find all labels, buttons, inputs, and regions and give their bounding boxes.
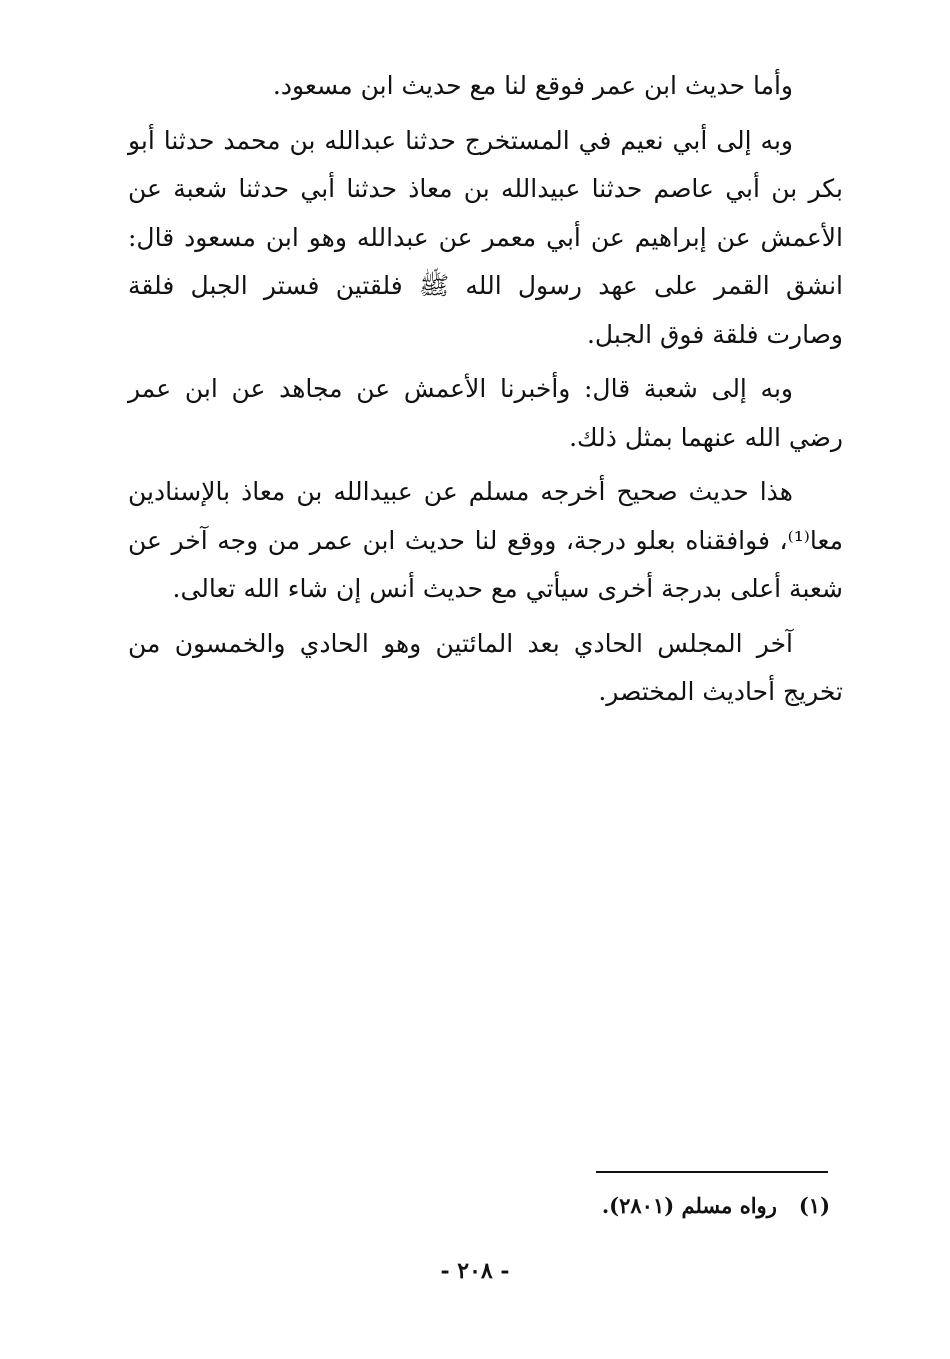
footnote-text: رواه مسلم (٢٨٠١). — [601, 1193, 777, 1218]
paragraph-3: وبه إلى شعبة قال: وأخبرنا الأعمش عن مجاهد عن ابن عمر رضي الله عنهما بمثل ذلك. — [128, 374, 843, 452]
page-number: - ٢٠٨ - — [440, 1258, 510, 1284]
paragraph-1: وأما حديث ابن عمر فوقع لنا مع حديث ابن مسعود. — [272, 71, 793, 100]
footnote-number: (١) — [798, 1193, 830, 1218]
paragraph-5: آخر المجلس الحادي بعد المائتين وهو الحادي والخمسون من تخريج أحاديث المختصر. — [128, 628, 843, 706]
paragraph-4: هذا حديث صحيح أخرجه مسلم عن عبيدالله بن معاذ بالإسنادين معا⁽¹⁾، فوافقناه بعلو درجة، ووقع لنا حديث ابن عمر من وجه آخر عن شعبة أعلى بدرجة أخرى سيأتي مع حديث أنس إن شاء الله تعالى. — [128, 477, 843, 603]
main-text — [128, 62, 843, 723]
paragraph-2: وبه إلى أبي نعيم في المستخرج حدثنا عبدالله بن محمد حدثنا أبو بكر بن أبي عاصم حدثنا عبيدالله بن معاذ حدثنا أبي حدثنا شعبة عن الأعمش عن إبراهيم عن أبي معمر عن عبدالله وهو ابن مسعود قال: انشق القمر على عهد رسول الله ﷺ فلقتين فستر الجبل فلقة وصارت فلقة فوق الجبل. — [128, 125, 843, 349]
footnote — [400, 1188, 830, 1224]
footnote-divider — [596, 1171, 828, 1173]
